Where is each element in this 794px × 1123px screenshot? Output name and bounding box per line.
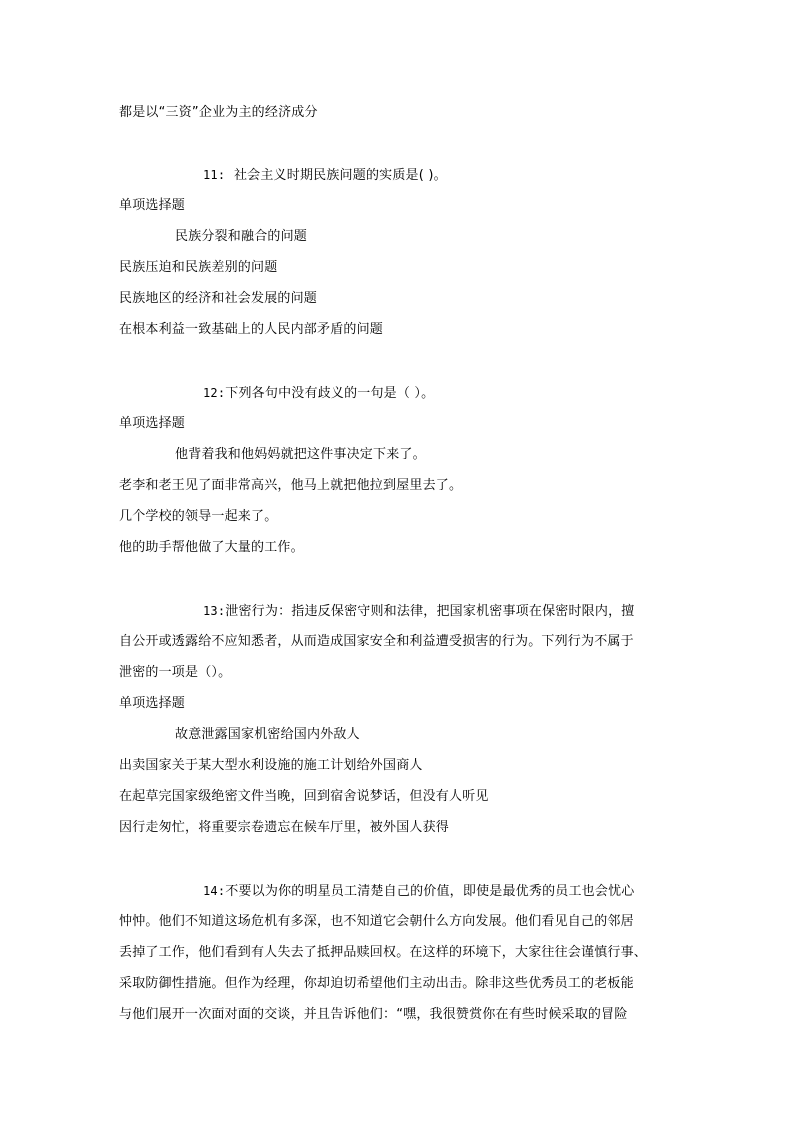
- continuation-text: 都是以“三资”企业为主的经济成分: [119, 105, 318, 120]
- option-c: 几个学校的领导一起来了。: [119, 509, 278, 524]
- option-d: 在根本利益一致基础上的人民内部矛盾的问题: [119, 322, 384, 337]
- question-13-stem-line-3: 泄密的一项是（）。: [119, 665, 232, 680]
- question-type-label: 单项选择题: [119, 416, 186, 431]
- question-14-stem-line-3: 丢掉了工作，他们看到有人失去了抵押品赎回权。在这样的环境下，大家往往会谨慎行事、: [119, 945, 648, 960]
- option-d: 因行走匆忙，将重要宗卷遗忘在候车厅里，被外国人获得: [119, 820, 450, 835]
- question-type-label: 单项选择题: [119, 198, 186, 213]
- option-a: 故意泄露国家机密给国内外敌人: [175, 727, 360, 742]
- question-number: 11:: [203, 168, 226, 182]
- question-stem: 社会主义时期民族问题的实质是( )。: [233, 168, 447, 183]
- question-14-stem-line-2: 忡忡。他们不知道这场危机有多深，也不知道它会朝什么方向发展。他们看见自己的邻居: [119, 914, 634, 929]
- question-11-stem: [203, 167, 447, 184]
- question-14-stem-line-1: [203, 883, 634, 900]
- option-b: 出卖国家关于某大型水利设施的施工计划给外国商人: [119, 758, 423, 773]
- question-12-stem: [203, 385, 434, 402]
- question-14-stem-line-5: 与他们展开一次面对面的交谈，并且告诉他们：“嘿，我很赞赏你在有些时候采取的冒险: [119, 1007, 628, 1022]
- option-a: 他背着我和他妈妈就把这件事决定下来了。: [175, 447, 426, 462]
- question-number: 13:: [203, 604, 226, 618]
- option-a: 民族分裂和融合的问题: [175, 229, 308, 244]
- question-stem: 不要以为你的明星员工清楚自己的价值，即使是最优秀的员工也会忧心: [225, 884, 635, 899]
- question-stem: 泄密行为：指违反保密守则和法律，把国家机密事项在保密时限内，擅: [225, 604, 635, 619]
- question-number: 14:: [203, 884, 226, 898]
- option-b: 民族压迫和民族差别的问题: [119, 260, 278, 275]
- question-13-stem-line-2: 自公开或透露给不应知悉者，从而造成国家安全和利益遭受损害的行为。下列行为不属于: [119, 634, 634, 649]
- question-14-stem-line-4: 采取防御性措施。但作为经理，你却迫切希望他们主动出击。除非这些优秀员工的老板能: [119, 976, 634, 991]
- option-c: 民族地区的经济和社会发展的问题: [119, 291, 318, 306]
- question-13-stem-line-1: [203, 603, 634, 620]
- option-c: 在起草完国家级绝密文件当晚，回到宿舍说梦话，但没有人听见: [119, 789, 489, 804]
- question-stem: 下列各句中没有歧义的一句是（ ）。: [225, 386, 435, 401]
- question-type-label: 单项选择题: [119, 696, 186, 711]
- option-b: 老李和老王见了面非常高兴，他马上就把他拉到屋里去了。: [119, 478, 463, 493]
- option-d: 他的助手帮他做了大量的工作。: [119, 540, 304, 555]
- question-number: 12:: [203, 386, 226, 400]
